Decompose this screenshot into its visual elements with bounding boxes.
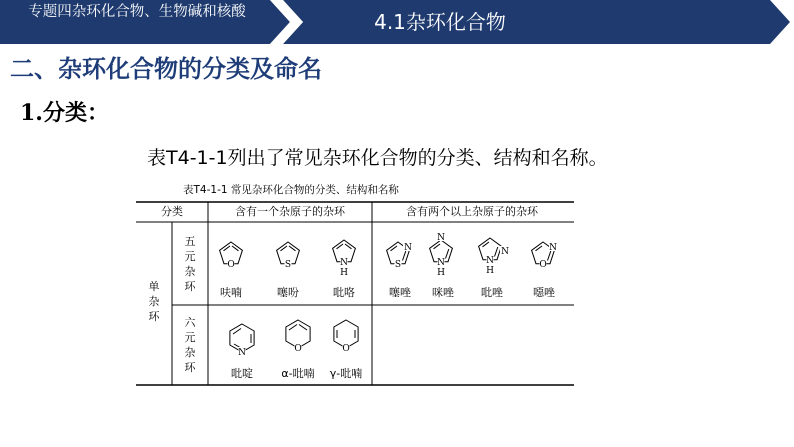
svg-text:N: N bbox=[437, 258, 445, 268]
svg-text:O: O bbox=[227, 260, 235, 270]
oxazole-structure bbox=[532, 242, 558, 270]
imidazole-structure bbox=[430, 232, 453, 278]
label-six-membered: 六 元 杂 环 bbox=[184, 316, 196, 374]
heterocycle-table bbox=[136, 201, 576, 387]
compound-name: α-吡喃 bbox=[281, 367, 315, 380]
chapter-title: 专题四杂环化合物、生物碱和核酸 bbox=[28, 4, 246, 20]
svg-text:N: N bbox=[238, 348, 246, 358]
svg-text:N: N bbox=[404, 243, 412, 253]
svg-text:O: O bbox=[294, 344, 302, 354]
svg-text:O: O bbox=[539, 260, 547, 270]
compound-name: 噻唑 bbox=[389, 286, 411, 299]
svg-text:N: N bbox=[486, 256, 494, 266]
compound-name: 吡啶 bbox=[231, 367, 253, 380]
compound-name: 噻吩 bbox=[277, 286, 299, 299]
thiophene-structure bbox=[277, 242, 300, 270]
pyridine-structure bbox=[230, 324, 254, 358]
header-banner bbox=[0, 0, 794, 45]
section-title: 4.1杂环化合物 bbox=[374, 10, 506, 34]
svg-text:H: H bbox=[437, 268, 445, 278]
svg-text:N: N bbox=[549, 243, 557, 253]
svg-text:H: H bbox=[340, 268, 348, 278]
compound-name: γ-吡喃 bbox=[329, 367, 363, 380]
table-caption: 表T4-1-1 常见杂环化合物的分类、结构和名称 bbox=[183, 184, 399, 196]
pyrazole-structure bbox=[479, 238, 509, 276]
pyrrole-structure bbox=[333, 240, 356, 278]
svg-text:O: O bbox=[342, 344, 350, 354]
svg-text:N: N bbox=[437, 233, 445, 243]
compound-name: 咪唑 bbox=[432, 286, 454, 299]
header-two-heteroatoms: 含有两个以上杂原子的杂环 bbox=[406, 205, 538, 218]
header-classification: 分类 bbox=[161, 205, 183, 218]
page-heading: 二、杂环化合物的分类及命名 bbox=[10, 55, 322, 83]
thiazole-structure bbox=[387, 242, 413, 270]
group-label-single-ring: 单 杂 环 bbox=[148, 280, 160, 323]
header-one-heteroatom: 含有一个杂原子的杂环 bbox=[235, 205, 345, 218]
furan-structure bbox=[220, 242, 243, 270]
subheading: 1.分类： bbox=[20, 100, 109, 126]
compound-name: 呋喃 bbox=[220, 286, 242, 299]
compound-name: 吡唑 bbox=[481, 286, 503, 299]
compound-name: 噁唑 bbox=[533, 286, 555, 299]
svg-text:N: N bbox=[501, 247, 509, 257]
svg-text:H: H bbox=[486, 266, 494, 276]
gamma-pyran-structure bbox=[334, 320, 358, 354]
compound-name: 吡咯 bbox=[333, 286, 355, 299]
svg-text:S: S bbox=[284, 260, 292, 270]
alpha-pyran-structure bbox=[286, 320, 310, 354]
svg-text:N: N bbox=[340, 258, 348, 268]
svg-text:S: S bbox=[394, 260, 402, 270]
label-five-membered: 五 元 杂 环 bbox=[184, 235, 196, 293]
description: 表T4-1-1列出了常见杂环化合物的分类、结构和名称。 bbox=[147, 147, 608, 169]
